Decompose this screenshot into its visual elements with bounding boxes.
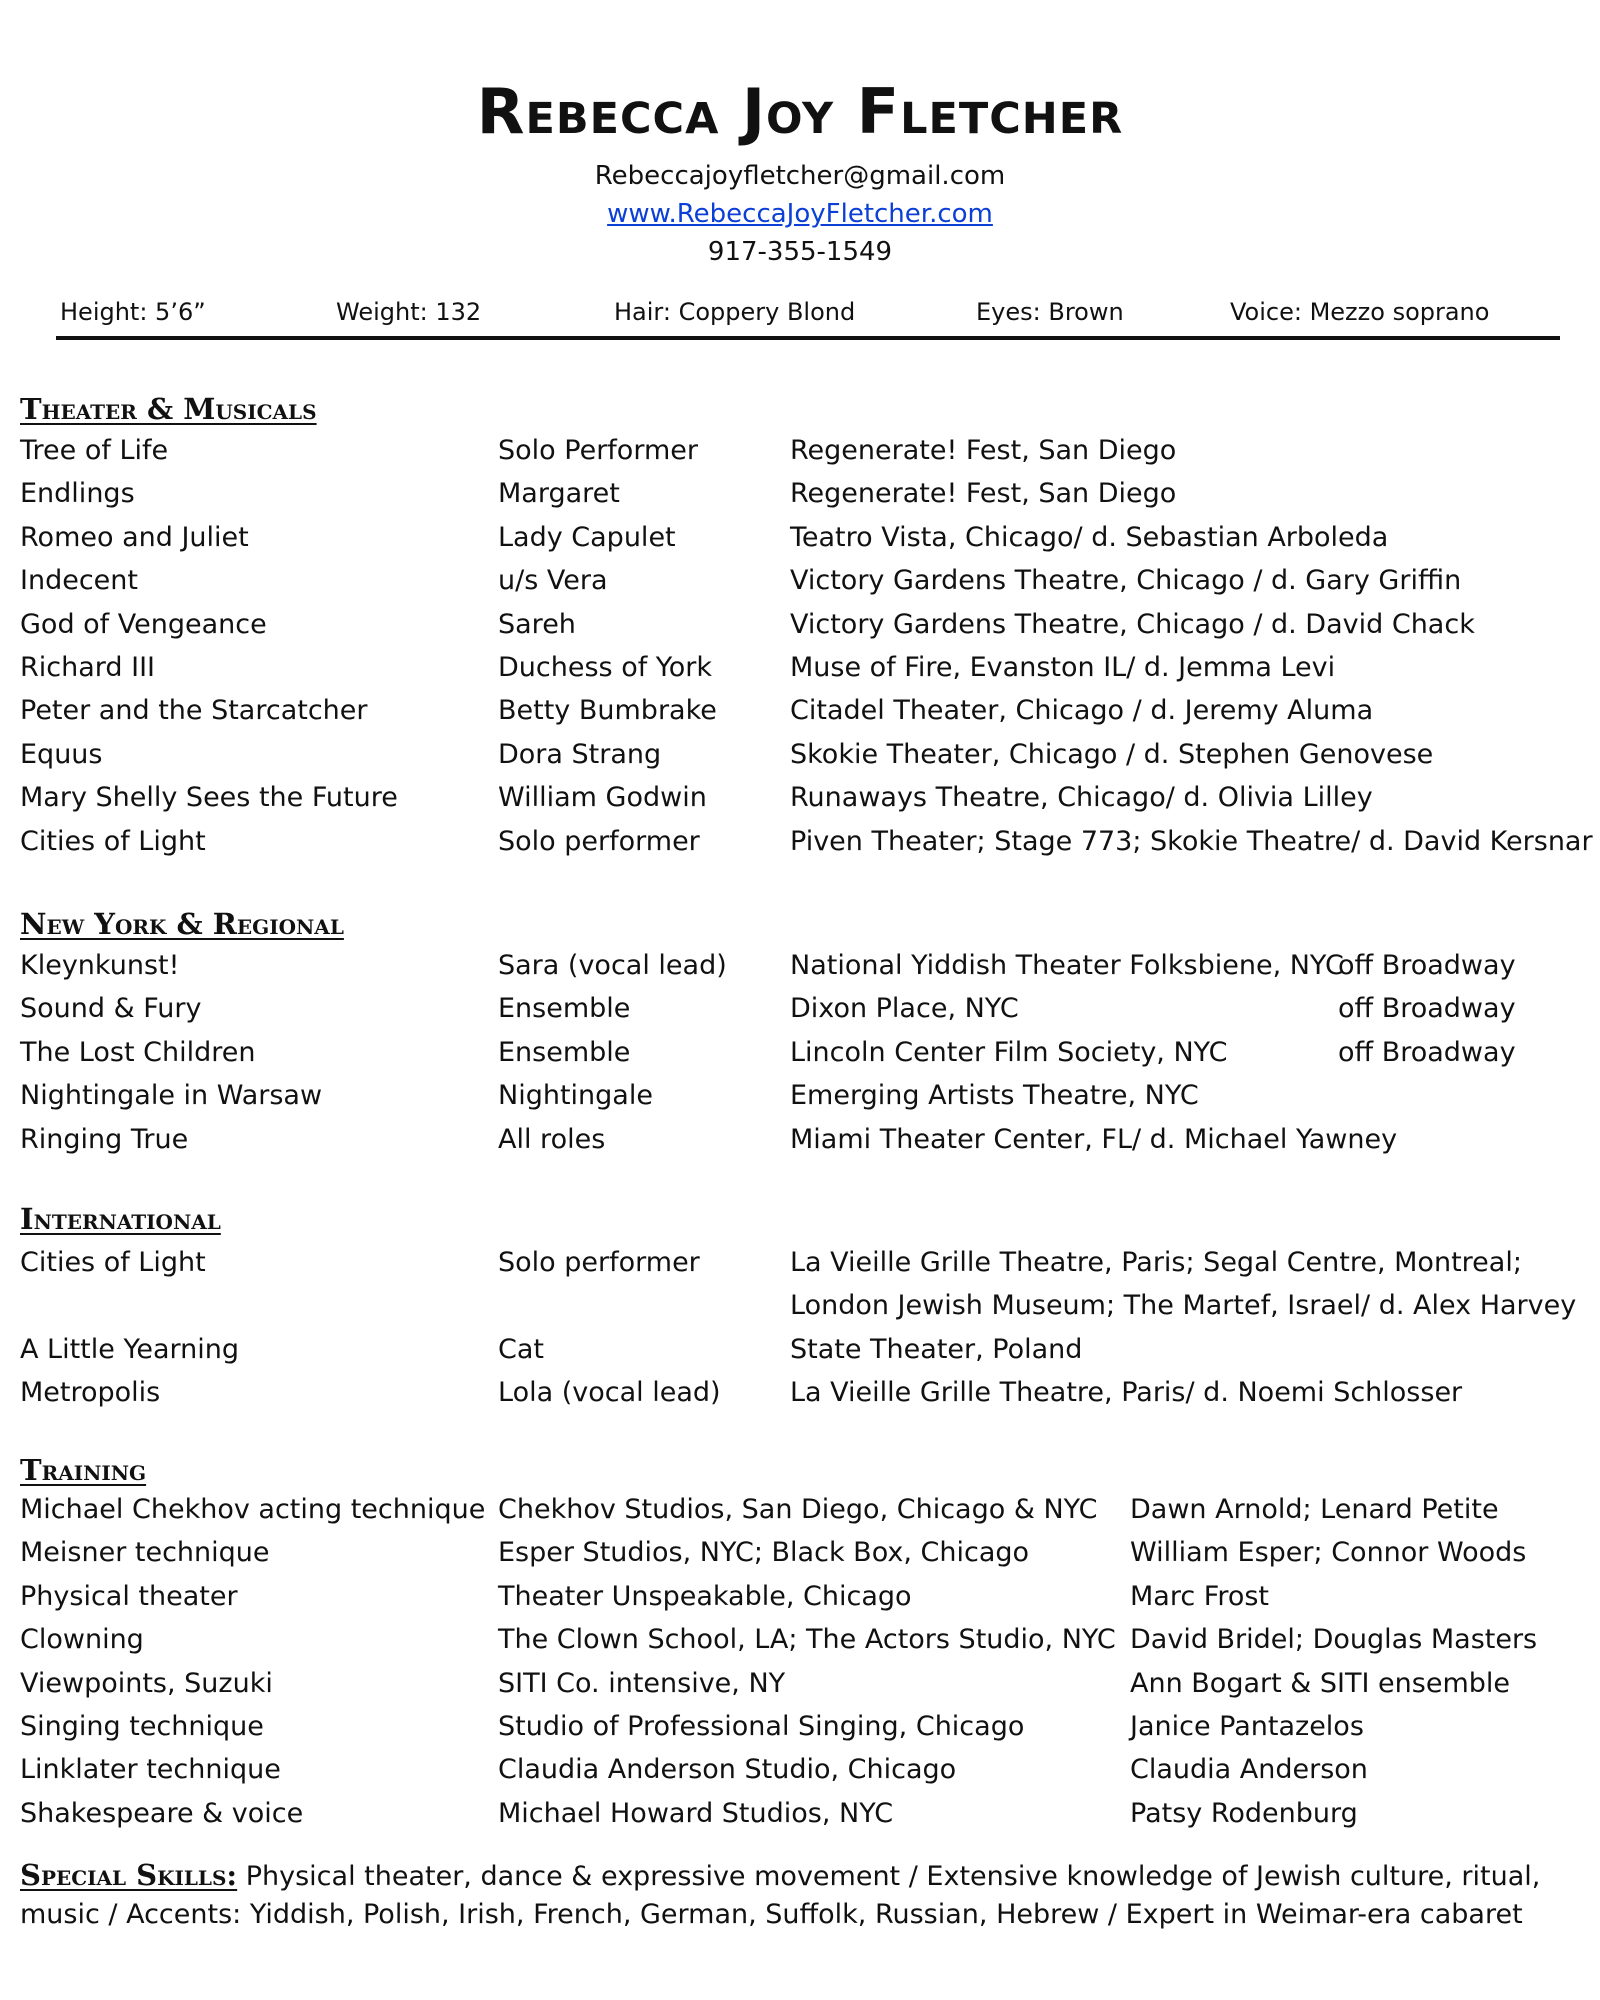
cell-col-3: Dawn Arnold; Lenard Petite <box>1130 1494 1499 1525</box>
list-item <box>0 1076 1600 1116</box>
cell-col-1: Richard III <box>20 652 155 683</box>
cell-col-2: Nightingale <box>498 1080 653 1112</box>
list-item <box>0 735 1600 775</box>
section-international-title: International <box>20 1202 221 1236</box>
list-item <box>0 431 1600 471</box>
cell-col-2: Duchess of York <box>498 652 712 683</box>
cell-col-2: Sara (vocal lead) <box>498 950 727 981</box>
stat-hair: Hair: Coppery Blond <box>614 298 856 326</box>
cell-col-2: u/s Vera <box>498 565 608 597</box>
cell-col-2: Cat <box>498 1333 544 1365</box>
cell-col-2: Claudia Anderson Studio, Chicago <box>498 1754 957 1786</box>
cell-col-2: Lady Capulet <box>498 521 676 553</box>
cell-col-1: The Lost Children <box>20 1036 256 1068</box>
list-item <box>0 691 1600 731</box>
cell-col-3: David Bridel; Douglas Masters <box>1130 1624 1538 1656</box>
cell-col-1: God of Vengeance <box>20 608 267 640</box>
list-item <box>0 946 1600 986</box>
section-newyork-title: New York & Regional <box>20 907 344 941</box>
list-item <box>0 778 1600 818</box>
phone: 917-355-1549 <box>707 237 893 267</box>
cell-col-3: Citadel Theater, Chicago / d. Jeremy Aluma <box>790 695 1374 727</box>
stat-weight: Weight: 132 <box>336 298 482 326</box>
cell-col-2: Esper Studios, NYC; Black Box, Chicago <box>498 1537 1030 1569</box>
cell-col-1: Mary Shelly Sees the Future <box>20 782 398 814</box>
cell-col-2: Lola (vocal lead) <box>498 1377 721 1409</box>
cell-col-1: Michael Chekhov acting technique <box>20 1494 486 1525</box>
cell-col-3: Dixon Place, NYC <box>790 993 1019 1025</box>
cell-col-3: Muse of Fire, Evanston IL/ d. Jemma Levi <box>790 652 1336 683</box>
cell-col-1: Physical theater <box>20 1580 238 1612</box>
special-skills <box>20 1856 1590 1934</box>
cell-col-1: Cities of Light <box>20 825 206 857</box>
list-item <box>0 1707 1600 1747</box>
list-item <box>0 1330 1600 1370</box>
email[interactable]: Rebeccajoyfletcher@gmail.com <box>594 161 1006 191</box>
list-item <box>0 1490 1600 1530</box>
cell-col-3: La Vieille Grille Theatre, Paris/ d. Noemi Schlosser <box>790 1377 1463 1409</box>
cell-col-1: Equus <box>20 738 103 770</box>
list-item <box>0 474 1600 514</box>
cell-col-3: William Esper; Connor Woods <box>1130 1537 1527 1569</box>
cell-col-1: Kleynkunst! <box>20 950 180 981</box>
section-training-title: Training <box>20 1453 147 1487</box>
list-item <box>0 518 1600 558</box>
cell-col-2: Ensemble <box>498 1036 631 1068</box>
list-item <box>0 1750 1600 1790</box>
cell-col-2: Margaret <box>498 478 620 510</box>
cell-col-1: Shakespeare & voice <box>20 1797 304 1829</box>
cell-col-3: Regenerate! Fest, San Diego <box>790 435 1177 466</box>
list-item <box>0 1794 1600 1834</box>
cell-col-1: Cities of Light <box>20 1247 206 1278</box>
special-skills-label: Special Skills: <box>20 1858 238 1892</box>
list-item <box>0 989 1600 1029</box>
website-link[interactable]: www.RebeccaJoyFletcher.com <box>607 199 993 229</box>
cell-col-1: A Little Yearning <box>20 1333 240 1365</box>
list-item <box>0 1286 1600 1326</box>
cell-col-4: off Broadway <box>1338 950 1516 981</box>
cell-col-4: off Broadway <box>1338 1036 1516 1068</box>
cell-col-2: Ensemble <box>498 993 631 1025</box>
list-item <box>0 648 1600 688</box>
cell-col-3: Miami Theater Center, FL/ d. Michael Yawney <box>790 1123 1398 1155</box>
cell-col-2: Theater Unspeakable, Chicago <box>498 1580 912 1612</box>
list-item <box>0 605 1600 645</box>
section-theater-title: Theater & Musicals <box>20 392 317 426</box>
cell-col-2: Studio of Professional Singing, Chicago <box>498 1711 1025 1742</box>
list-item <box>0 1243 1600 1283</box>
cell-col-1: Singing technique <box>20 1711 264 1742</box>
cell-col-2: Chekhov Studios, San Diego, Chicago & NYC <box>498 1494 1098 1525</box>
cell-col-2: All roles <box>498 1123 606 1155</box>
cell-col-2: SITI Co. intensive, NY <box>498 1667 786 1699</box>
cell-col-1: Viewpoints, Suzuki <box>20 1667 273 1699</box>
cell-col-3: State Theater, Poland <box>790 1333 1083 1365</box>
cell-col-2: Sareh <box>498 608 576 640</box>
cell-col-2: Solo performer <box>498 825 700 857</box>
cell-col-1: Peter and the Starcatcher <box>20 695 368 727</box>
cell-col-2: Dora Strang <box>498 738 662 770</box>
stat-height: Height: 5’6” <box>60 298 206 326</box>
cell-col-2: Michael Howard Studios, NYC <box>498 1797 894 1829</box>
cell-col-3: Marc Frost <box>1130 1580 1270 1612</box>
cell-col-3: Patsy Rodenburg <box>1130 1797 1358 1829</box>
cell-col-1: Metropolis <box>20 1377 161 1409</box>
list-item <box>0 1373 1600 1413</box>
cell-col-3: Ann Bogart & SITI ensemble <box>1130 1667 1511 1699</box>
stat-eyes: Eyes: Brown <box>976 298 1124 326</box>
list-item <box>0 1120 1600 1160</box>
stat-voice: Voice: Mezzo soprano <box>1230 298 1490 326</box>
cell-col-2: Solo performer <box>498 1247 700 1278</box>
cell-col-3: National Yiddish Theater Folksbiene, NYC <box>790 950 1344 981</box>
cell-col-2: The Clown School, LA; The Actors Studio, NYC <box>498 1624 1116 1656</box>
cell-col-3: La Vieille Grille Theatre, Paris; Segal Centre, Montreal; <box>790 1247 1522 1278</box>
cell-col-2: Solo Performer <box>498 435 698 466</box>
cell-col-3: Lincoln Center Film Society, NYC <box>790 1036 1228 1068</box>
cell-col-3: Claudia Anderson <box>1130 1754 1368 1786</box>
website-line <box>0 196 1600 232</box>
list-item <box>0 822 1600 862</box>
cell-col-1: Romeo and Juliet <box>20 521 249 553</box>
cell-col-1: Indecent <box>20 565 138 597</box>
cell-col-3: Teatro Vista, Chicago/ d. Sebastian Arboleda <box>790 521 1389 553</box>
cell-col-3: Victory Gardens Theatre, Chicago / d. David Chack <box>790 608 1475 640</box>
cell-col-3: Emerging Artists Theatre, NYC <box>790 1080 1199 1112</box>
list-item <box>0 1033 1600 1073</box>
actor-name: Rebecca Joy Fletcher <box>476 75 1124 148</box>
cell-col-1: Meisner technique <box>20 1537 270 1569</box>
cell-col-1: Endlings <box>20 478 135 510</box>
cell-col-1: Clowning <box>20 1624 144 1656</box>
cell-col-4: off Broadway <box>1338 993 1516 1025</box>
cell-col-3: Janice Pantazelos <box>1130 1711 1364 1742</box>
list-item <box>0 1577 1600 1617</box>
cell-col-3: Victory Gardens Theatre, Chicago / d. Gary Griffin <box>790 565 1462 597</box>
cell-col-3: London Jewish Museum; The Martef, Israel/ d. Alex Harvey <box>790 1290 1577 1322</box>
header-divider <box>56 336 1560 340</box>
special-skills-text: Physical theater, dance & expressive movement / Extensive knowledge of Jewish culture, ritual, music / Accents: Yiddish, Polish, Irish, French, German, Suffolk, Russian, Hebrew / Expert in Weimar-era cabaret <box>20 1861 1541 1930</box>
list-item <box>0 1533 1600 1573</box>
cell-col-1: Nightingale in Warsaw <box>20 1080 323 1112</box>
cell-col-2: William Godwin <box>498 782 707 814</box>
cell-col-3: Piven Theater; Stage 773; Skokie Theatre/ d. David Kersnar <box>790 825 1593 857</box>
list-item <box>0 561 1600 601</box>
cell-col-3: Regenerate! Fest, San Diego <box>790 478 1177 510</box>
cell-col-3: Skokie Theater, Chicago / d. Stephen Genovese <box>790 738 1434 770</box>
cell-col-1: Sound & Fury <box>20 993 202 1025</box>
list-item <box>0 1664 1600 1704</box>
cell-col-3: Runaways Theatre, Chicago/ d. Olivia Lilley <box>790 782 1373 814</box>
cell-col-1: Tree of Life <box>20 435 169 466</box>
cell-col-1: Ringing True <box>20 1123 189 1155</box>
list-item <box>0 1620 1600 1660</box>
cell-col-1: Linklater technique <box>20 1754 281 1786</box>
cell-col-2: Betty Bumbrake <box>498 695 717 727</box>
